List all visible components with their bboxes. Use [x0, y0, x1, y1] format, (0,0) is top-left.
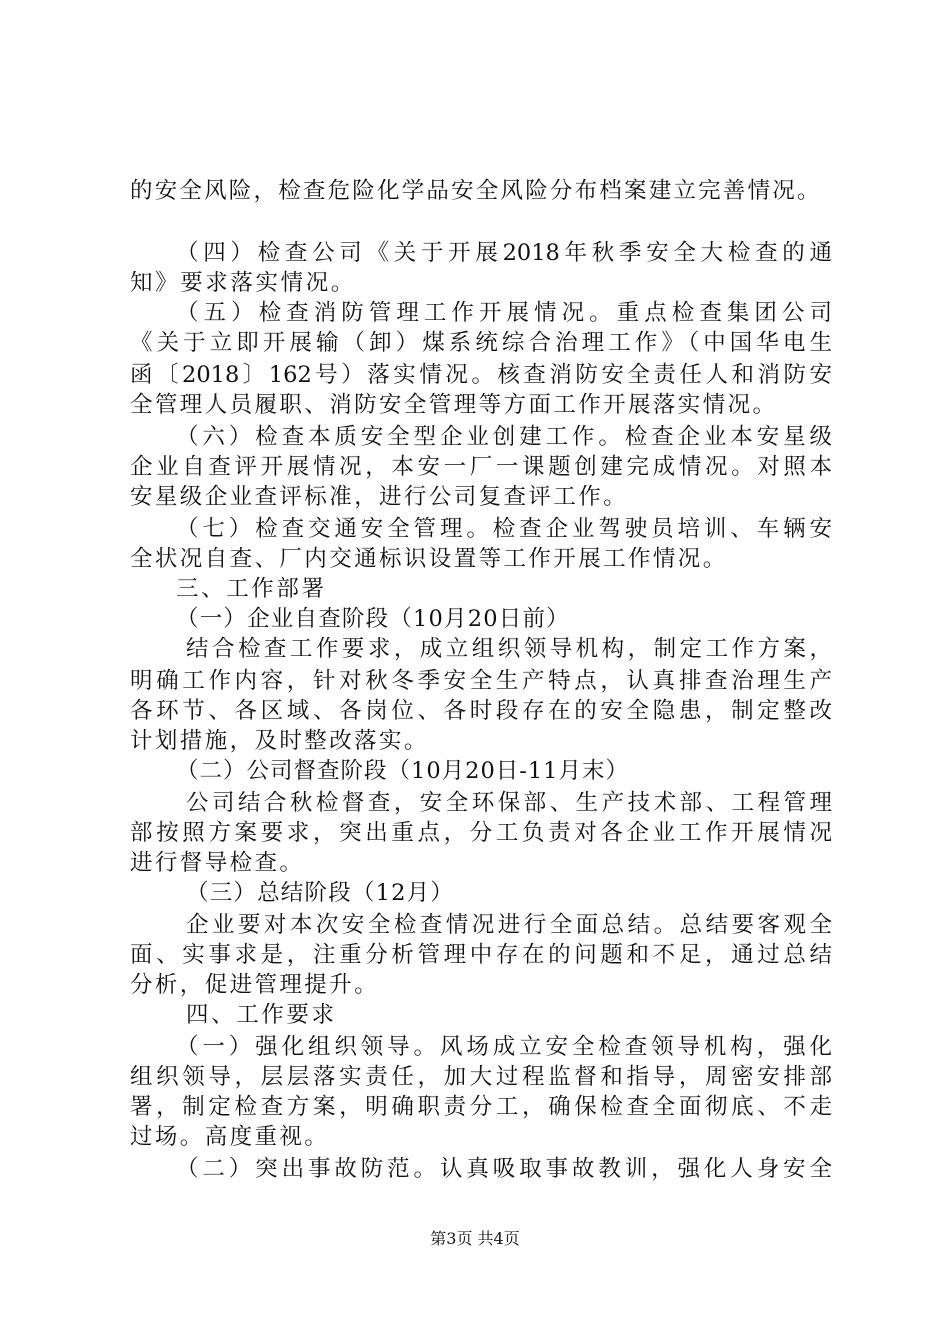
text-line-12: 全状况自查、厂内交通标识设置等工作开展工作情况。 [130, 546, 728, 572]
text-line-24: 企业要对本次安全检查情况进行全面总结。总结要客观全 [186, 912, 832, 938]
text-line-28: （一）强化组织领导。风场成立安全检查领导机构，强化 [176, 1034, 832, 1060]
text-line-3: 知》要求落实情况。 [130, 270, 356, 296]
subheading-stage-3: （三）总结阶段（12月） [186, 880, 455, 906]
section-heading-3: 三、工作部署 [176, 576, 327, 602]
page-footer: 第3页 共4页 [430, 1229, 520, 1248]
text-line-21: 部按照方案要求，突出重点，分工负责对各企业工作开展情况 [130, 820, 832, 846]
text-line-30: 署，制定检查方案，明确职责分工，确保检查全面彻底、不走 [130, 1094, 832, 1120]
text-line-32: （二）突出事故防范。认真吸取事故教训，强化人身安全 [176, 1156, 832, 1182]
text-line-2: （四）检查公司《关于开展2018年秋季安全大检查的通 [176, 240, 832, 266]
text-line-25: 面、实事求是，注重分析管理中存在的问题和不足，通过总结 [130, 942, 832, 968]
text-line-1: 的安全风险，检查危险化学品安全风险分布档案建立完善情况。 [130, 178, 822, 204]
section-heading-4: 四、工作要求 [186, 1002, 337, 1028]
text-line-9: 企业自查评开展情况，本安一厂一课题创建完成情况。对照本 [130, 454, 832, 480]
text-line-31: 过场。高度重视。 [130, 1124, 330, 1150]
text-line-4: （五）检查消防管理工作开展情况。重点检查集团公司 [176, 300, 832, 326]
text-line-20: 公司结合秋检督查，安全环保部、生产技术部、工程管理 [186, 790, 832, 816]
subheading-stage-1: （一）企业自查阶段（10月20日前） [176, 606, 570, 632]
text-line-26: 分析，促进管理提升。 [130, 972, 380, 998]
text-line-7: 全管理人员履职、消防安全管理等方面工作开展落实情况。 [130, 392, 778, 418]
text-line-5: 《关于立即开展输（卸）煤系统综合治理工作》（中国华电生 [130, 330, 832, 356]
text-line-17: 各环节、各区域、各岗位、各时段存在的安全隐患，制定整改 [130, 698, 832, 724]
text-line-10: 安星级企业查评标准，进行公司复查评工作。 [130, 484, 629, 510]
text-line-18: 计划措施，及时整改落实。 [130, 728, 429, 754]
text-line-15: 结合检查工作要求，成立组织领导机构，制定工作方案， [186, 636, 832, 662]
subheading-stage-2: （二）公司督查阶段（10月20日-11月末） [176, 758, 629, 784]
text-line-8: （六）检查本质安全型企业创建工作。检查企业本安星级 [176, 424, 832, 450]
text-line-16: 明确工作内容，针对秋冬季安全生产特点，认真排查治理生产 [130, 668, 832, 694]
text-line-22: 进行督导检查。 [130, 850, 305, 876]
text-line-11: （七）检查交通安全管理。检查企业驾驶员培训、车辆安 [176, 516, 832, 542]
text-line-6: 函〔2018〕162号）落实情况。核查消防安全责任人和消防安 [130, 362, 832, 388]
text-line-29: 组织领导，层层落实责任，加大过程监督和指导，周密安排部 [130, 1064, 832, 1090]
